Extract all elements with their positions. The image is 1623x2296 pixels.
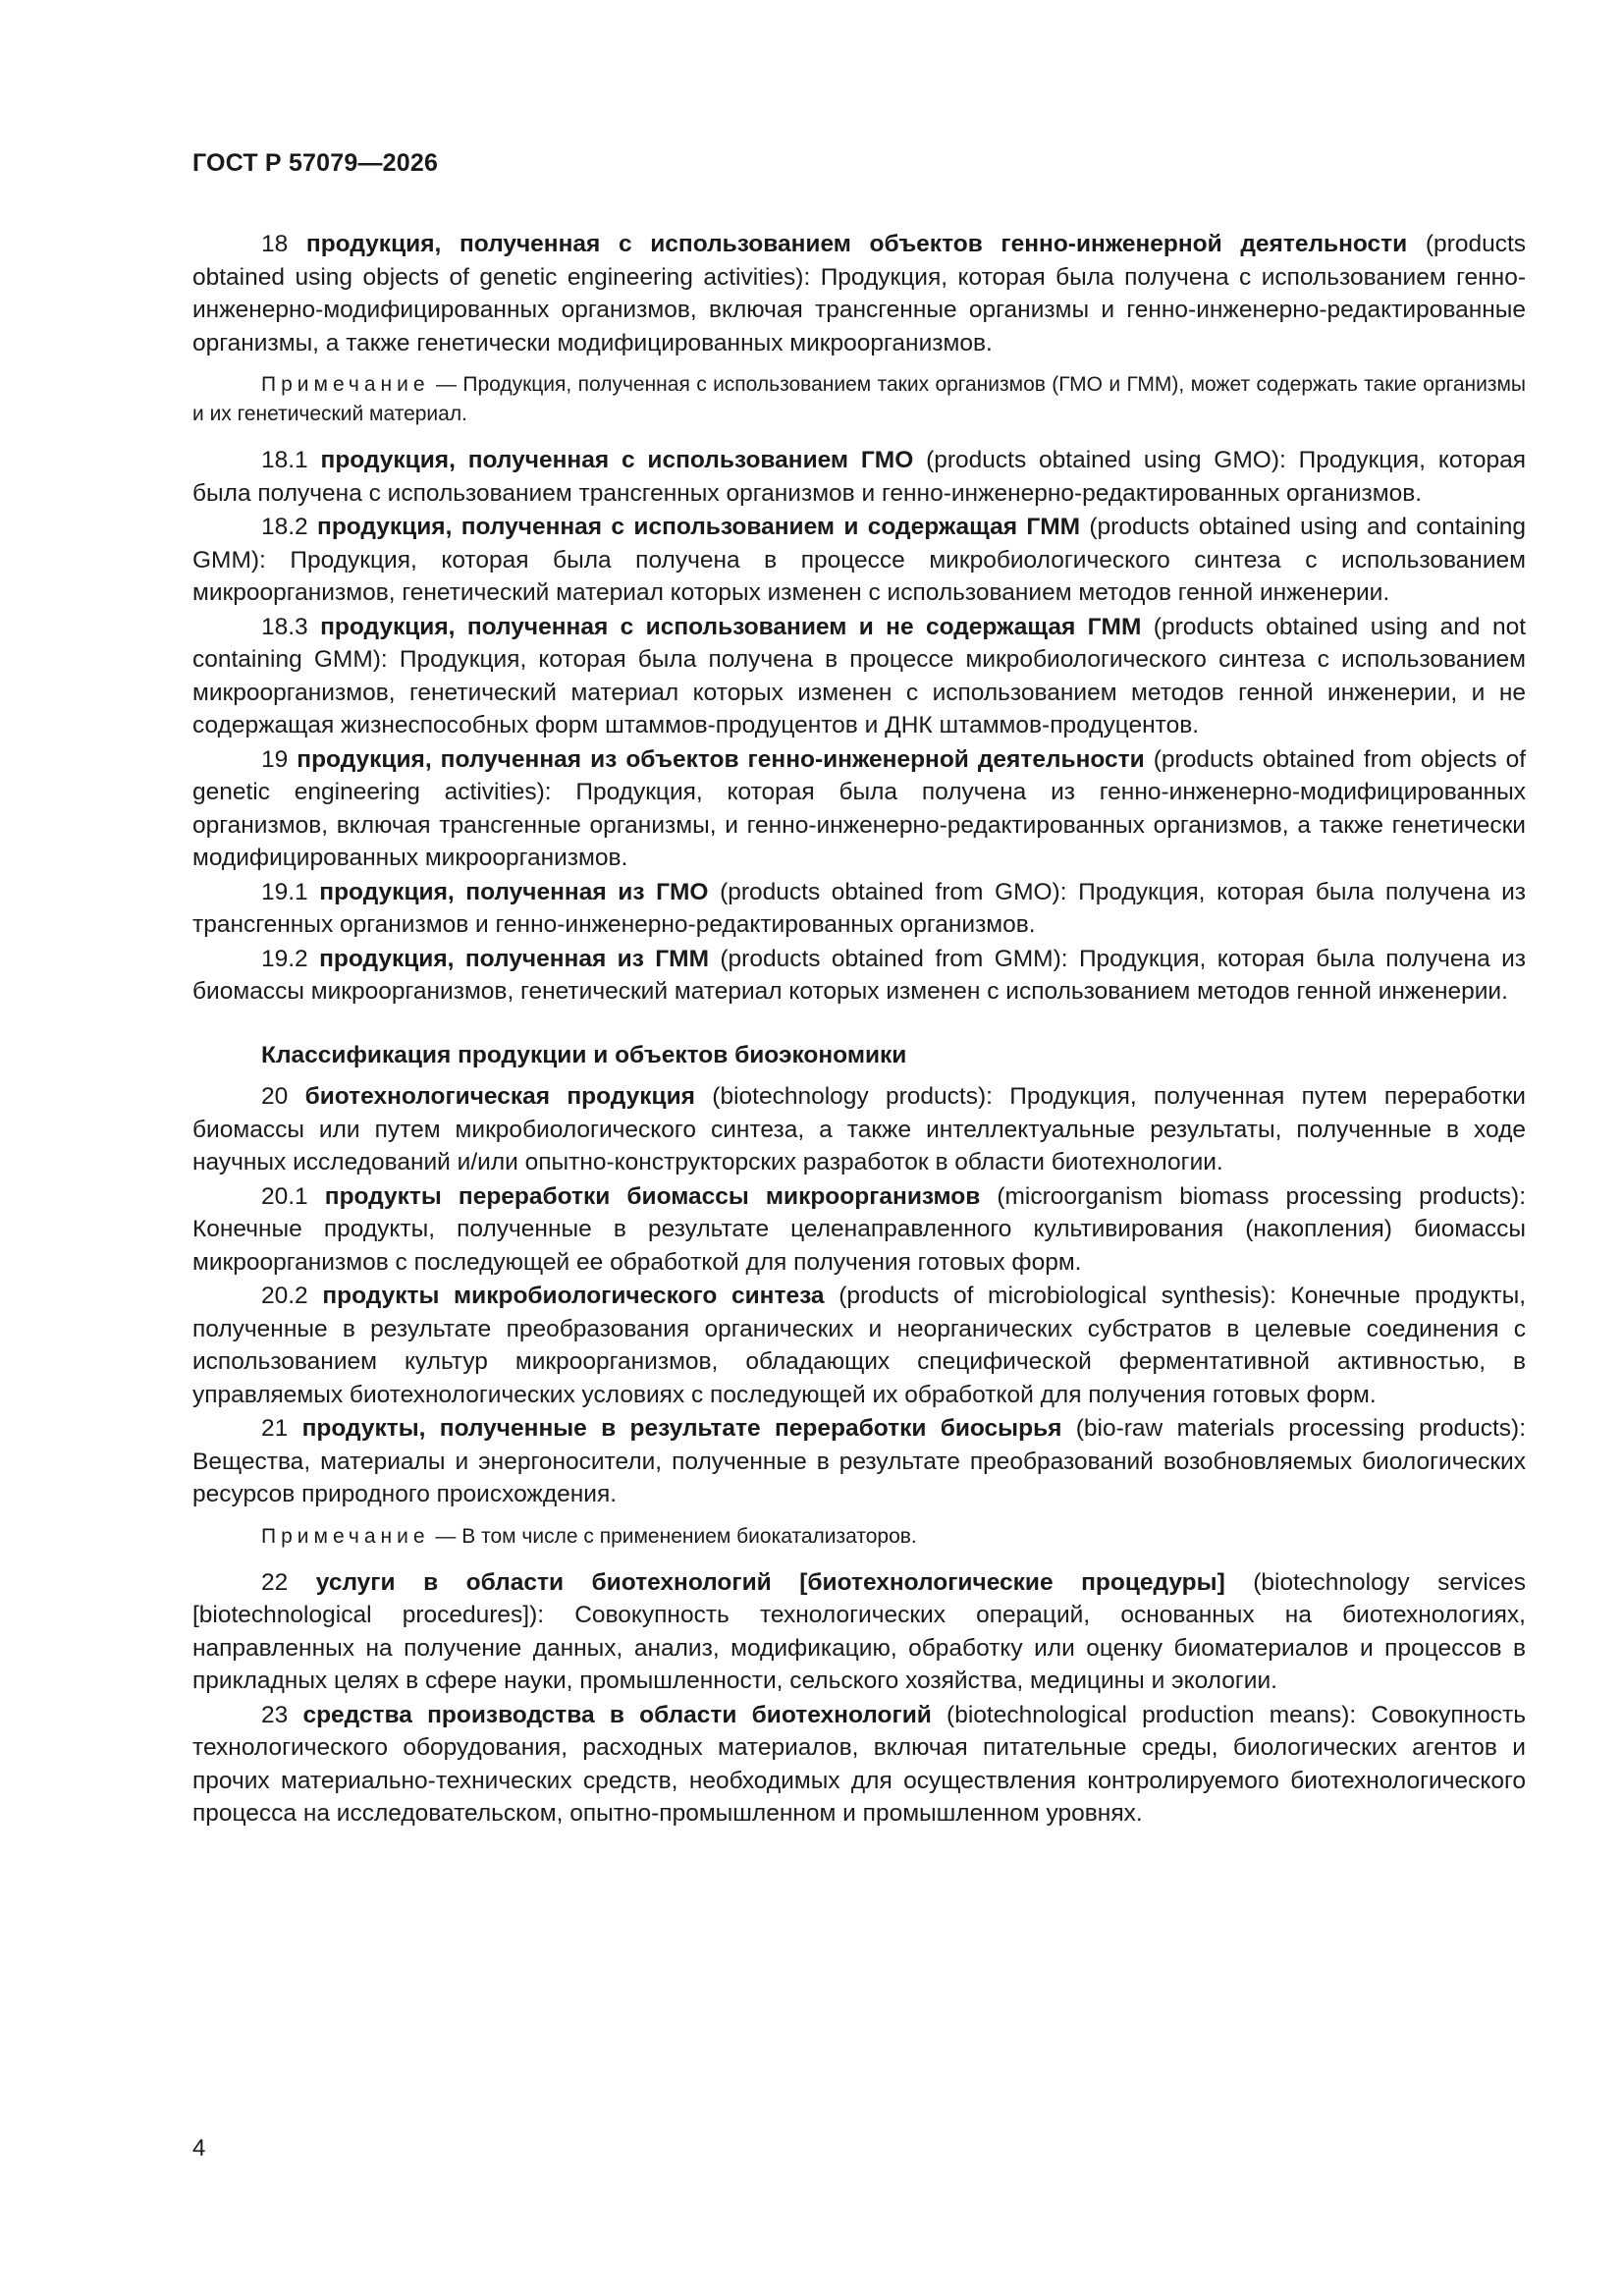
term-definition-paragraph: [192, 1080, 1526, 1179]
term-name: услуги в области биотехнологий [биотехнологические процедуры]: [315, 1568, 1225, 1596]
term-definition-text: (products obtained from GMM): Продукция, которая была получена из биомассы микроорганизмов, генетический материал которых изменен с использованием методов генной инженерии.: [192, 945, 1527, 1005]
term-definition-paragraph: [192, 228, 1526, 359]
note-text: Продукция, полученная с использованием таких организмов (ГМО и ГММ), может содержать такие организмы и их генетический материал.: [192, 373, 1527, 425]
note-label: Примечание: [261, 1524, 430, 1548]
term-definition-text: (products obtained from GMO): Продукция, которая была получена из трансгенных организмов и генно-инженерно-редактированных организмов.: [192, 878, 1526, 938]
term-name: средства производства в области биотехнологий: [302, 1701, 932, 1728]
document-body: [192, 228, 1526, 1831]
section-heading: Классификация продукции и объектов биоэкономики: [261, 1041, 907, 1068]
term-name: продукция, полученная с использованием и не содержащая ГММ: [320, 613, 1142, 640]
term-number: 20: [261, 1083, 289, 1110]
term-name: продукция, полученная с использованием объектов генно-инженерной деятельности: [305, 231, 1408, 257]
term-definition-paragraph: [192, 1280, 1526, 1411]
term-number: 18.2: [261, 514, 308, 540]
note-text: В том числе с применением биокатализаторов.: [461, 1524, 917, 1548]
term-number: 20.1: [261, 1182, 308, 1210]
term-definition-text: (products obtained from objects of genetic engineering activities): Продукция, которая была получена из генно-инженерно-модифицированных организмов, включая трансгенные организмы, и генно-инженерно-редактированных организмов, а также генетически модифицированных микроорганизмов.: [192, 745, 1526, 871]
term-definition-text: (products obtained using and not containing GMM): Продукция, которая была получена в процессе микробиологического синтеза с использованием микроорганизмов, генетический материал которых изменен с использованием методов генной инженерии, и не содержащая жизнеспособных форм штаммов-продуцентов и ДНК штаммов-продуцентов.: [192, 613, 1527, 738]
term-definition-paragraph: [192, 611, 1526, 742]
term-name: продукция, полученная из ГМО: [319, 878, 709, 905]
term-definition-text: (products obtained using and containing GMM): Продукция, которая была получена в процессе микробиологического синтеза с использованием микроорганизмов, генетический материал которых изменен с использованием методов генной инженерии.: [192, 514, 1526, 606]
term-name: продукция, полученная из ГММ: [319, 945, 709, 972]
term-name: продукты, полученные в результате переработки биосырья: [301, 1415, 1062, 1442]
document-code-header: ГОСТ Р 57079—2026: [192, 149, 439, 177]
note-label: Примечание: [261, 373, 430, 396]
term-definition-text: (biotechnological production means): Совокупность технологического оборудования, расходных материалов, включая питательные среды, биологических агентов и прочих материально-технических средств, необходимых для осуществления контролируемого биотехнологического процесса на исследовательском, опытно-промышленном и промышленном уровнях.: [192, 1701, 1527, 1827]
term-definition-text: (products obtained using objects of genetic engineering activities): Продукция, которая была получена с использованием генно-инженерно-модифицированных организмов, включая трансгенные организмы и генно-инженерно-редактированные организмы, а также генетически модифицированных микроорганизмов.: [192, 231, 1527, 356]
term-number: 22: [261, 1568, 289, 1596]
term-name: продукция, полученная с использованием ГМО: [320, 447, 914, 473]
term-definition-paragraph: [192, 1412, 1526, 1511]
term-definition-text: (products of microbiological synthesis): Конечные продукты, полученные в результате преобразования органических и неорганических субстратов в целевые соединения с использованием культур микроорганизмов, обладающих специфической ферментативной активностью, в управляемых биотехнологических условиях с последующей их обработкой для получения готовых форм.: [192, 1283, 1526, 1408]
term-definition-paragraph: [192, 444, 1526, 510]
page-number: 4: [192, 2135, 206, 2161]
note-paragraph: [192, 370, 1526, 429]
note-paragraph: [192, 1522, 1526, 1552]
term-number: 19.2: [261, 945, 308, 972]
term-number: 18: [261, 231, 289, 257]
term-definition-text: (microorganism biomass processing products): Конечные продукты, полученные в результате целенаправленного культивирования (накопления) биомассы микроорганизмов с последующей ее обработкой для получения готовых форм.: [192, 1182, 1527, 1276]
term-number: 19.1: [261, 878, 308, 905]
note-dash: —: [435, 1524, 457, 1548]
term-definition-paragraph: [192, 1566, 1526, 1698]
term-definition-paragraph: [192, 876, 1526, 942]
term-name: продукты микробиологического синтеза: [322, 1283, 825, 1309]
term-definition-paragraph: [192, 1180, 1526, 1280]
term-name: продукция, полученная из объектов генно-инженерной деятельности: [297, 745, 1145, 773]
term-definition-paragraph: [192, 1699, 1526, 1831]
term-number: 21: [261, 1415, 289, 1442]
note-dash: —: [435, 373, 457, 396]
term-number: 18.3: [261, 613, 308, 640]
term-definition-text: (products obtained using GMO): Продукция, которая была получена с использованием трансгенных организмов и генно-инженерно-редактированных организмов.: [192, 447, 1526, 507]
term-number: 18.1: [261, 447, 308, 473]
term-name: продукты переработки биомассы микроорганизмов: [324, 1182, 981, 1210]
term-definition-paragraph: [192, 511, 1526, 610]
term-definition-paragraph: [192, 943, 1526, 1009]
term-number: 20.2: [261, 1283, 308, 1309]
term-definition-paragraph: [192, 743, 1526, 875]
term-number: 23: [261, 1701, 289, 1728]
term-definition-text: (bio-raw materials processing products): Вещества, материалы и энергоносители, полученные в результате преобразований возобновляемых биологических ресурсов природного происхождения.: [192, 1415, 1527, 1507]
term-number: 19: [261, 745, 289, 773]
term-name: биотехнологическая продукция: [304, 1083, 695, 1110]
term-definition-text: (biotechnology products): Продукция, полученная путем переработки биомассы или путем микробиологического синтеза, а также интеллектуальные результаты, полученные в ходе научных исследований и/или опытно-конструкторских разработок в области биотехнологии.: [192, 1083, 1526, 1175]
term-definition-text: (biotechnology services [biotechnological procedures]): Совокупность технологических операций, основанных на биотехнологиях, направленных на получение данных, анализ, модификацию, обработку или оценку биоматериалов и процессов в прикладных целях в сфере науки, промышленности, сельского хозяйства, медицины и экологии.: [192, 1568, 1526, 1694]
term-name: продукция, полученная с использованием и содержащая ГММ: [317, 514, 1081, 540]
